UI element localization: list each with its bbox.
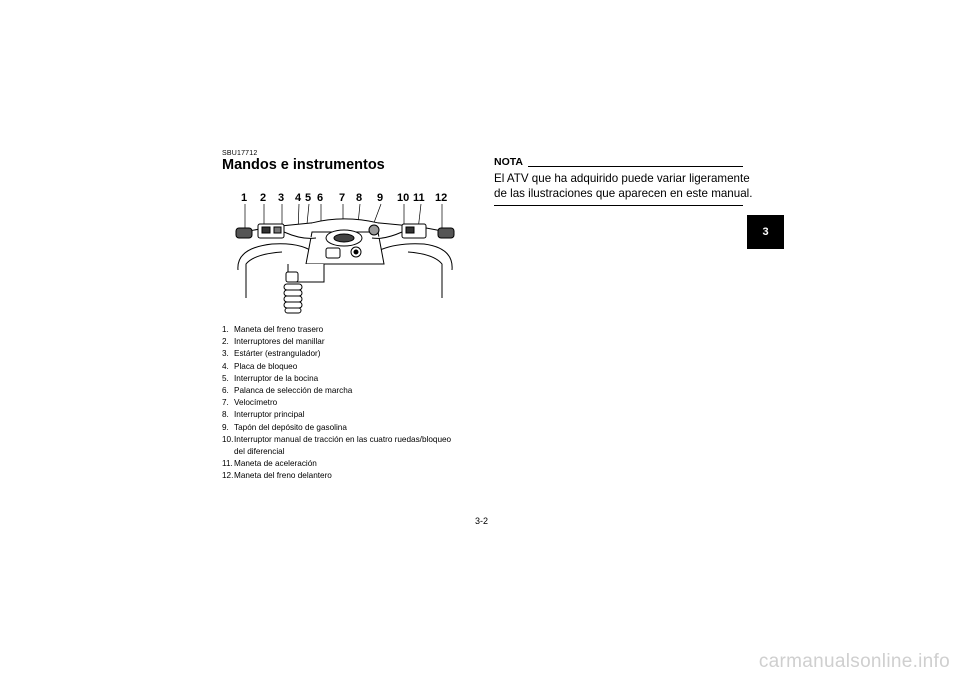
figure-label-3: 3 [278,192,285,204]
legend-item [222,458,462,470]
figure-label-5: 5 [305,192,312,204]
figure-label-4: 4 [295,192,302,204]
legend-text: Tapón del depósito de gasolina [234,422,347,432]
legend-item [222,361,462,373]
watermark: carmanualsonline.info [758,651,950,672]
section-code: SBU17712 [222,150,258,157]
figure-label-10: 10 [397,192,410,204]
legend-number: 12. [222,471,234,481]
legend-number: 11. [222,459,233,469]
legend-text: Maneta de aceleración [234,459,317,469]
legend-text: Interruptor principal [234,410,305,420]
legend-number: 1. [222,325,229,334]
note-line: de las ilustraciones que aparecen en este manual. [494,187,753,201]
legend-number: 4. [222,361,229,371]
note-bottom-rule [494,205,743,206]
figure-label-2: 2 [260,192,267,204]
legend-number: 8. [222,410,229,420]
note-line: El ATV que ha adquirido puede variar ligeramente [494,172,750,185]
legend-text: Interruptor manual de tracción en las cuatro ruedas/bloqueo del diferencial [234,434,452,457]
legend-item [222,409,462,421]
legend-text: Interruptores del manillar [234,337,325,347]
legend-number: 9. [222,422,229,432]
legend-number: 10. [222,434,234,444]
legend-item [222,434,462,458]
chapter-tab: 3 [747,215,784,249]
note-box [494,156,753,206]
figure-label-6: 6 [317,192,324,204]
legend-item [222,348,462,360]
legend-text: Placa de bloqueo [234,361,298,371]
legend-item [222,324,462,336]
legend-item [222,422,462,434]
legend-number: 6. [222,386,229,396]
legend-text: Maneta del freno delantero [234,471,332,481]
figure-label-1: 1 [241,192,248,204]
legend-item [222,397,462,409]
figure-label-8: 8 [356,192,363,204]
figure-label-11: 11 [413,192,425,204]
figure-label-7: 7 [339,192,346,204]
page-title: Mandos e instrumentos [222,157,385,173]
figure-label-12: 12 [435,192,448,204]
legend-text: Estárter (estrangulador) [234,349,321,359]
legend-number: 7. [222,398,229,408]
figure-label-9: 9 [377,192,384,204]
legend-item [222,336,462,348]
legend-text: Interruptor de la bocina [234,373,319,383]
note-header-rule [528,166,743,167]
page-number: 3-2 [475,516,489,526]
legend-item [222,373,462,385]
handlebar-illustration [232,188,458,320]
legend-item [222,470,462,482]
note-body [494,171,753,201]
legend-number: 2. [222,337,229,347]
legend-item [222,385,462,397]
legend-number: 5. [222,373,229,383]
legend-text: Maneta del freno trasero [234,325,324,334]
legend-text: Velocímetro [234,398,278,408]
legend-number: 3. [222,349,229,359]
note-label: NOTA [494,156,523,168]
note-header [494,156,743,168]
parts-legend [222,324,462,483]
legend-text: Palanca de selección de marcha [234,386,353,396]
